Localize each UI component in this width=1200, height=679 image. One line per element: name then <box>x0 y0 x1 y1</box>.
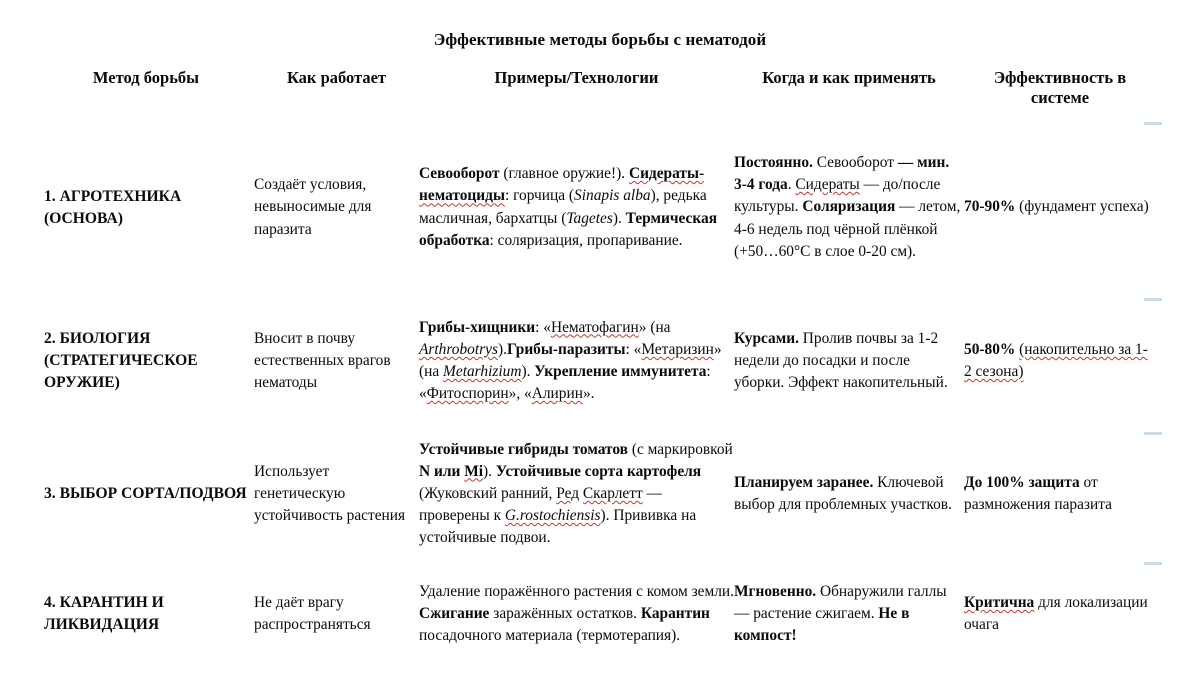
methods-table <box>44 68 1154 667</box>
cell-how-it-works: Создаёт условия, невыносимые для паразита <box>254 176 372 238</box>
cell-method: 3. ВЫБОР СОРТА/ПОДВОЯ <box>44 485 247 503</box>
effectiveness-note: (накопительно за 1-2 сезона) <box>964 340 1148 380</box>
effectiveness-value: Критична <box>964 593 1035 611</box>
effectiveness-note: для локализации очага <box>964 593 1148 633</box>
cell-effectiveness <box>964 295 1154 427</box>
effectiveness-note: (фундамент успеха) <box>1019 198 1149 216</box>
cell-examples: Грибы-хищники: «Нематофагин» (на Arthrobotrys).Грибы-паразиты: «Метаризин» (на Metarhizium). Укрепление иммунитета: «Фитоспорин», «Алирин». <box>419 318 722 403</box>
column-header-examples: Примеры/Технологии <box>494 68 659 87</box>
table-header <box>44 68 1154 120</box>
column-header-how-it-works: Как работает <box>286 68 387 87</box>
effectiveness-value: До 100% защита <box>964 473 1080 491</box>
table-body <box>44 120 1154 667</box>
cell-method: 4. КАРАНТИН И ЛИКВИДАЦИЯ <box>44 594 164 633</box>
table-row <box>44 120 1154 295</box>
cell-effectiveness <box>964 120 1154 295</box>
row-separator-tick <box>1144 122 1162 125</box>
cell-how-it-works: Не даёт врагу распространяться <box>254 593 371 633</box>
effectiveness-note: от размножения паразита <box>964 473 1112 513</box>
cell-examples: Удаление поражённого растения с комом земли. Сжигание заражённых остатков. Карантин посадочного материала (термотерапия). <box>419 582 734 645</box>
cell-effectiveness <box>964 427 1154 561</box>
column-header-effectiveness: Эффективность в системе <box>993 68 1127 108</box>
cell-when-how: Мгновенно. Обнаружили галлы — растение сжигаем. Не в компост! <box>734 582 947 645</box>
table-header-row <box>44 68 1154 120</box>
cell-method: 1. АГРОТЕХНИКА (ОСНОВА) <box>44 187 182 227</box>
row-separator-tick <box>1144 562 1162 565</box>
cell-when-how: Планируем заранее. Ключевой выбор для проблемных участков. <box>734 473 952 513</box>
cell-when-how: Курсами. Пролив почвы за 1-2 недели до посадки и после уборки. Эффект накопительный. <box>734 329 948 392</box>
table-row <box>44 295 1154 427</box>
cell-effectiveness <box>964 561 1154 667</box>
cell-how-it-works: Использует генетическую устойчивость растения <box>254 462 406 525</box>
page-title: Эффективные методы борьбы с нематодой <box>433 30 767 49</box>
cell-examples: Севооборот (главное оружие!). Сидераты-нематоциды: горчица (Sinapis alba), редька масличная, бархатцы (Tagetes). Термическая обработка: соляризация, пропаривание. <box>419 165 718 249</box>
column-header-when-how: Когда и как применять <box>762 68 936 87</box>
column-header-method: Метод борьбы <box>92 68 200 87</box>
effectiveness-value: 70-90% <box>964 198 1016 216</box>
row-separator-tick <box>1144 432 1162 435</box>
effectiveness-value: 50-80% <box>964 340 1016 358</box>
row-separator-tick <box>1144 298 1162 301</box>
cell-when-how: Постоянно. Севооборот — мин. 3-4 года. Сидераты — до/после культуры. Соляризация — летом, 4-6 недель под чёрной плёнкой (+50…60°C в слое 0-20 см). <box>734 154 961 260</box>
cell-how-it-works: Вносит в почву естественных врагов нематоды <box>254 329 391 392</box>
table-row <box>44 427 1154 561</box>
cell-method: 2. БИОЛОГИЯ (СТРАТЕГИЧЕСКОЕ ОРУЖИЕ) <box>44 330 198 391</box>
table-row <box>44 561 1154 667</box>
cell-examples: Устойчивые гибриды томатов (с маркировкой N или Mi). Устойчивые сорта картофеля (Жуковский ранний, Ред Скарлетт — проверены к G.rostochiensis). Прививка на устойчивые подвои. <box>419 440 733 547</box>
